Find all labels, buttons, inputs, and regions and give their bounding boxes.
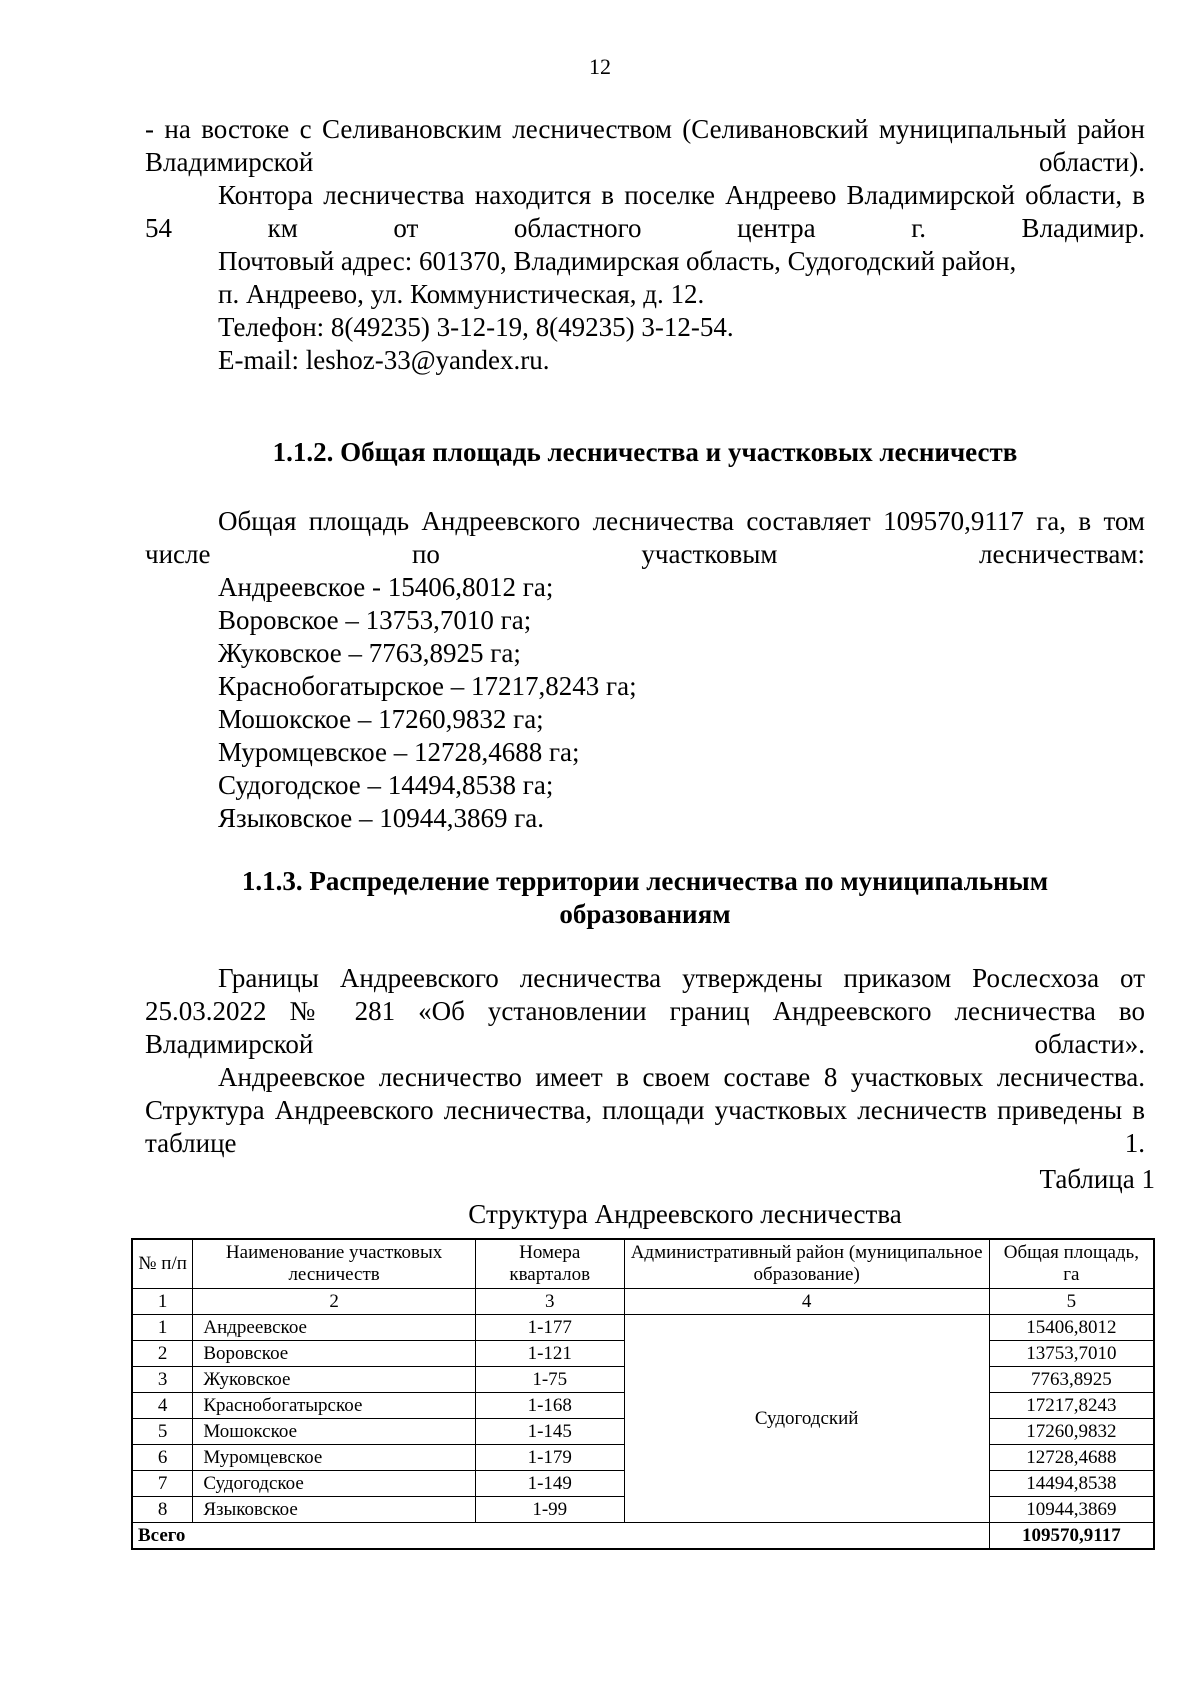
row-quarters: 1-121: [475, 1341, 624, 1367]
section-heading-1-1-3-line-2: образованиям: [559, 899, 731, 929]
section-heading-1-1-3-line-1: 1.1.3. Распределение территории лесничества по муниципальным: [241, 866, 1049, 896]
area-list-item: Муромцевское – 12728,4688 га;: [218, 737, 580, 767]
column-number: 2: [193, 1289, 476, 1315]
office-location-paragraph: Контора лесничества находится в поселке Андреево Владимирской области, в 54 км от областного центра г. Владимир.: [145, 180, 1145, 243]
row-area: 12728,4688: [989, 1445, 1154, 1471]
total-row: [132, 1523, 1154, 1550]
row-quarters: 1-168: [475, 1393, 624, 1419]
column-number: 5: [989, 1289, 1154, 1315]
header-name: Наименование участковых лесничеств: [193, 1239, 476, 1289]
row-name: Судогодское: [193, 1471, 476, 1497]
table-label: Таблица 1: [1039, 1164, 1155, 1194]
row-num: 8: [132, 1497, 193, 1523]
row-num: 6: [132, 1445, 193, 1471]
area-list-item: Жуковское – 7763,8925 га;: [218, 638, 521, 668]
row-quarters: 1-145: [475, 1419, 624, 1445]
header-num: № п/п: [132, 1239, 193, 1289]
row-area: 17260,9832: [989, 1419, 1154, 1445]
area-list-item: Судогодское – 14494,8538 га;: [218, 770, 554, 800]
row-num: 2: [132, 1341, 193, 1367]
area-list-item: Воровское – 13753,7010 га;: [218, 605, 532, 635]
area-list-item: Мошокское – 17260,9832 га;: [218, 704, 544, 734]
row-area: 15406,8012: [989, 1315, 1154, 1341]
total-area-paragraph: Общая площадь Андреевского лесничества составляет 109570,9117 га, в том числе по участковым лесничествам:: [145, 506, 1145, 569]
row-quarters: 1-99: [475, 1497, 624, 1523]
row-quarters: 1-177: [475, 1315, 624, 1341]
column-number: 3: [475, 1289, 624, 1315]
total-label: Всего: [132, 1523, 989, 1550]
row-quarters: 1-149: [475, 1471, 624, 1497]
table-title: Структура Андреевского лесничества: [468, 1199, 902, 1229]
row-quarters: 1-75: [475, 1367, 624, 1393]
row-num: 7: [132, 1471, 193, 1497]
postal-address-line-2: п. Андреево, ул. Коммунистическая, д. 12.: [218, 279, 705, 309]
row-name: Жуковское: [193, 1367, 476, 1393]
email-line: E-mail: leshoz-33@yandex.ru.: [218, 345, 550, 375]
phone-line: Телефон: 8(49235) 3-12-19, 8(49235) 3-12-54.: [218, 312, 734, 342]
header-quarters: Номера кварталов: [475, 1239, 624, 1289]
row-name: Андреевское: [193, 1315, 476, 1341]
row-quarters: 1-179: [475, 1445, 624, 1471]
row-area: 10944,3869: [989, 1497, 1154, 1523]
district-cell: Судогодский: [624, 1315, 989, 1523]
row-area: 17217,8243: [989, 1393, 1154, 1419]
column-number: 4: [624, 1289, 989, 1315]
forestry-structure-table: [131, 1238, 1155, 1550]
row-name: Краснобогатырское: [193, 1393, 476, 1419]
row-name: Воровское: [193, 1341, 476, 1367]
structure-paragraph: Андреевское лесничество имеет в своем составе 8 участковых лесничества. Структура Андреевского лесничества, площади участковых лесничеств приведены в таблице 1.: [145, 1062, 1145, 1158]
row-area: 7763,8925: [989, 1367, 1154, 1393]
area-list-item: Краснобогатырское – 17217,8243 га;: [218, 671, 637, 701]
row-name: Мошокское: [193, 1419, 476, 1445]
borders-paragraph: Границы Андреевского лесничества утверждены приказом Рослесхоза от 25.03.2022 № 281 «Об установлении границ Андреевского лесничества во Владимирской области».: [145, 963, 1145, 1059]
section-heading-1-1-3: [145, 865, 1145, 931]
boundary-east-paragraph: - на востоке с Селивановским лесничеством (Селивановский муниципальный район Владимирской области).: [145, 114, 1145, 177]
row-area: 13753,7010: [989, 1341, 1154, 1367]
row-name: Муромцевское: [193, 1445, 476, 1471]
row-num: 1: [132, 1315, 193, 1341]
section-heading-1-1-2: 1.1.2. Общая площадь лесничества и участковых лесничеств: [272, 437, 1018, 467]
row-area: 14494,8538: [989, 1471, 1154, 1497]
row-num: 4: [132, 1393, 193, 1419]
table-row: [132, 1315, 1154, 1341]
column-number: 1: [132, 1289, 193, 1315]
postal-address-line-1: Почтовый адрес: 601370, Владимирская область, Судогодский район,: [218, 246, 1017, 276]
total-area: 109570,9117: [989, 1523, 1154, 1550]
row-num: 5: [132, 1419, 193, 1445]
header-area: Общая площадь, га: [989, 1239, 1154, 1289]
header-district: Административный район (муниципальное образование): [624, 1239, 989, 1289]
area-list-item: Андреевское - 15406,8012 га;: [218, 572, 554, 602]
row-num: 3: [132, 1367, 193, 1393]
area-list-item: Языковское – 10944,3869 га.: [218, 803, 545, 833]
row-name: Языковское: [193, 1497, 476, 1523]
page-number: 12: [589, 54, 611, 79]
